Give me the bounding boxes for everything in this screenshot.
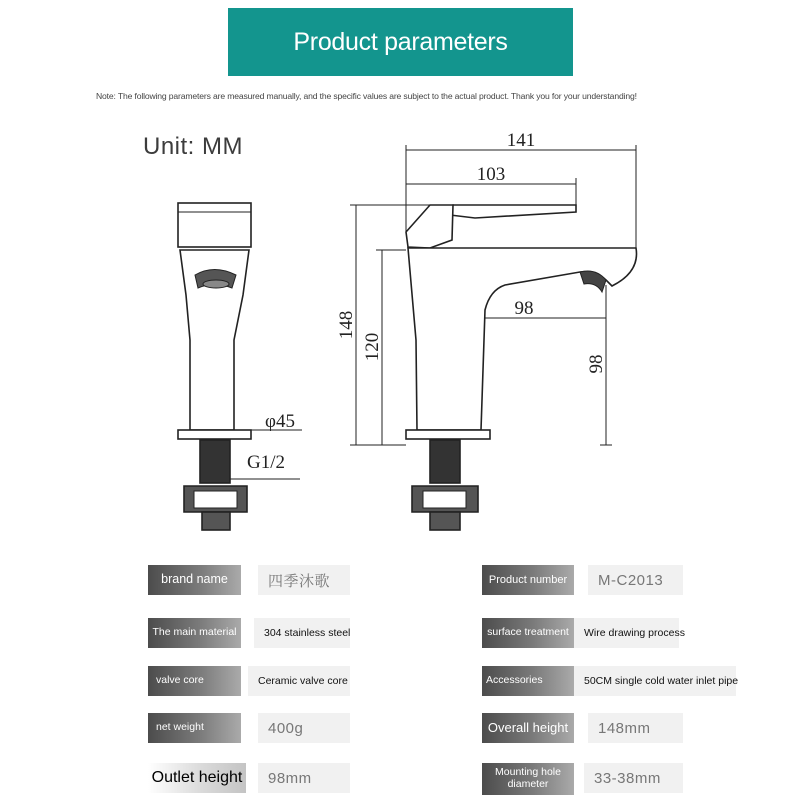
dim-outlet-height: 98	[586, 354, 607, 374]
param-label-accessories: Accessories	[482, 666, 574, 696]
param-value-net-weight: 400g	[258, 713, 350, 743]
param-value-surface: Wire drawing process	[574, 618, 679, 648]
faucet-front-view	[178, 203, 251, 530]
param-label-valve: valve core	[148, 666, 241, 696]
dimension-lines	[178, 145, 636, 479]
param-value-brand: 四季沐歌	[258, 565, 350, 595]
dim-total-height: 148	[336, 310, 357, 340]
param-value-outlet-height: 98mm	[258, 763, 350, 793]
param-label-product-number: Product number	[482, 565, 574, 595]
dim-body-height: 120	[362, 332, 383, 362]
param-label-net-weight: net weight	[148, 713, 241, 743]
dim-total-width: 141	[506, 130, 536, 151]
param-label-material: The main material	[148, 618, 241, 648]
param-label-brand: brand name	[148, 565, 241, 595]
measurement-note: Note: The following parameters are measured manually, and the specific values are subject to the actual product. Thank you for your understanding!	[96, 91, 637, 101]
unit-label: Unit: MM	[143, 133, 243, 160]
param-value-overall-height: 148mm	[588, 713, 683, 743]
param-value-product-number: M-C2013	[588, 565, 683, 595]
param-label-surface: surface treatment	[482, 618, 574, 648]
page-title: Product parameters	[293, 28, 508, 56]
param-label-overall-height: Overall height	[482, 713, 574, 743]
dim-thread: G1/2	[247, 452, 285, 473]
param-value-accessories: 50CM single cold water inlet pipe	[574, 666, 736, 696]
param-label-mounting-hole: Mounting hole diameter	[482, 763, 574, 795]
param-label-outlet-height: Outlet height	[148, 763, 246, 793]
dim-spout-reach: 98	[514, 298, 534, 319]
dim-handle-length: 103	[476, 164, 506, 185]
param-value-material: 304 stainless steel	[254, 618, 350, 648]
param-value-valve: Ceramic valve core	[248, 666, 350, 696]
dim-base-diameter: φ45	[265, 411, 295, 432]
param-value-mounting-hole: 33-38mm	[584, 763, 683, 793]
